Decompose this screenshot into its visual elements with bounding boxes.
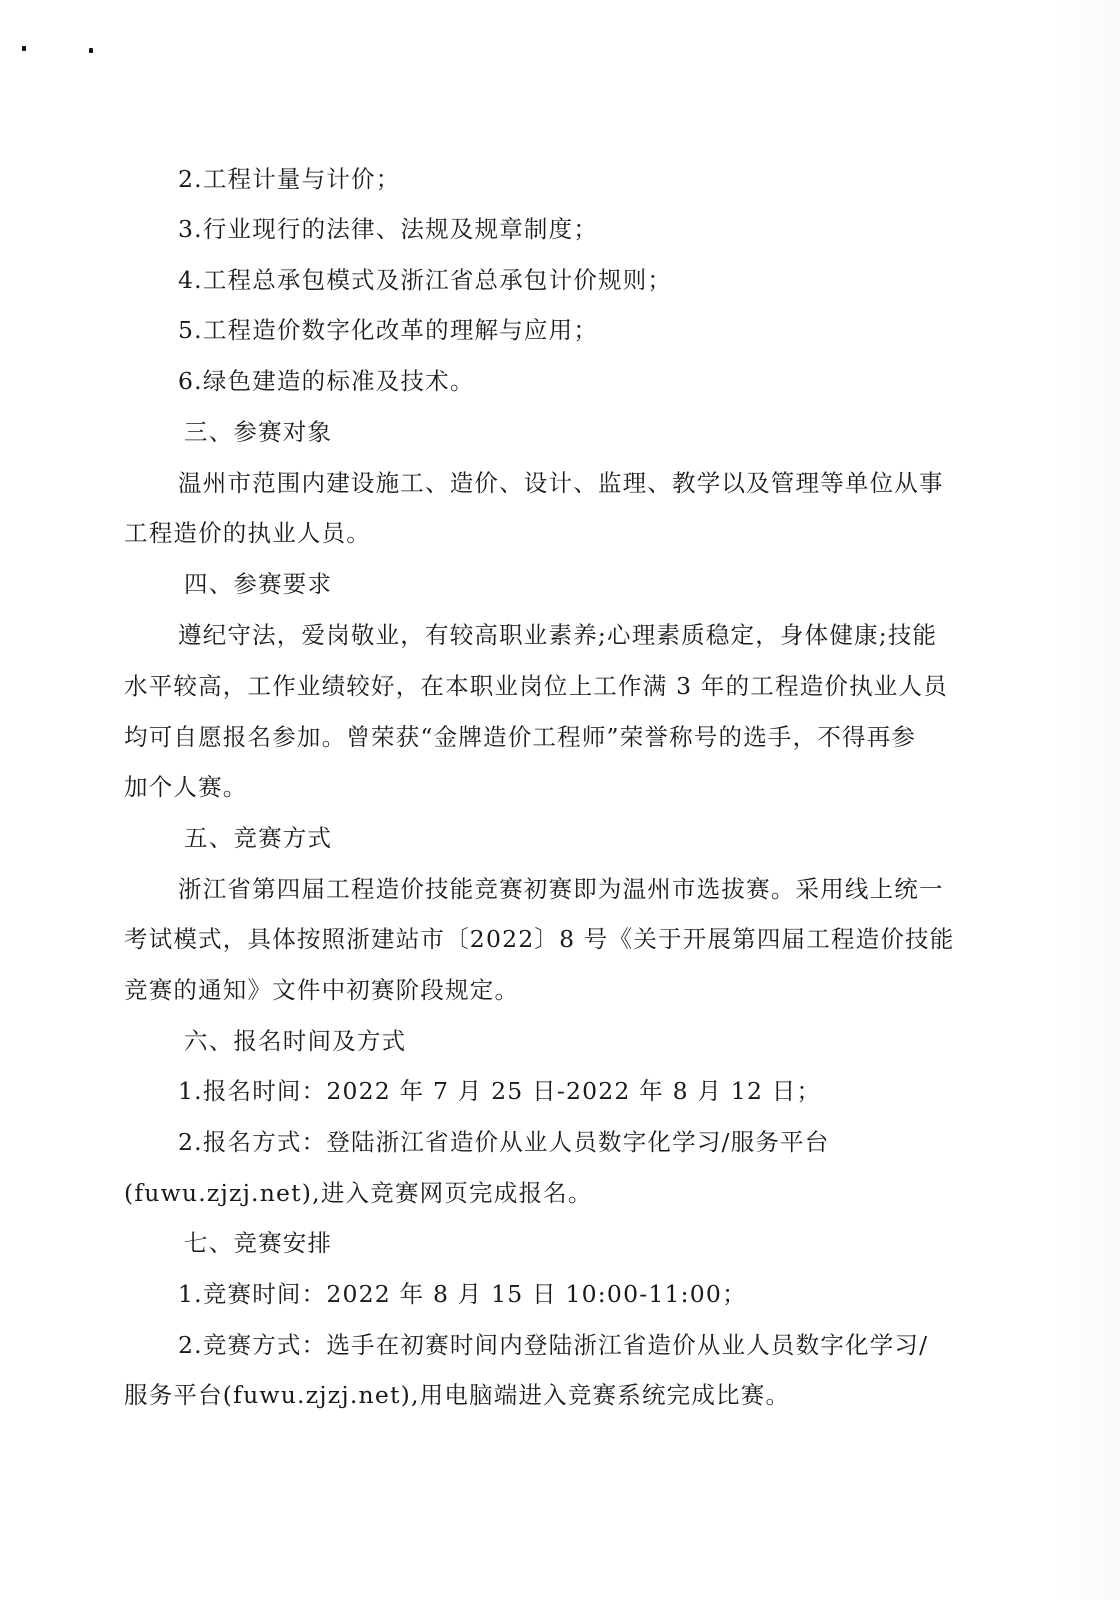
list-item: 1.竞赛时间：2022 年 8 月 15 日 10:00-11:00；	[178, 1280, 747, 1308]
list-item: 2.工程计量与计价；	[178, 165, 401, 193]
scan-speck	[22, 46, 26, 51]
list-item: 6.绿色建造的标准及技术。	[178, 367, 475, 395]
paragraph-line: 浙江省第四届工程造价技能竞赛初赛即为温州市选拔赛。采用线上统一	[178, 875, 944, 903]
section-heading: 三、参赛对象	[184, 418, 333, 446]
paragraph-line: 工程造价的执业人员。	[124, 519, 371, 547]
paragraph-line: 温州市范围内建设施工、造价、设计、监理、教学以及管理等单位从事	[178, 469, 944, 497]
paragraph-line: 竞赛的通知》文件中初赛阶段规定。	[124, 976, 520, 1004]
section-heading: 七、竞赛安排	[184, 1229, 333, 1257]
list-item: 4.工程总承包模式及浙江省总承包计价规则；	[178, 266, 673, 294]
scan-edge-shadow	[1050, 0, 1120, 1600]
list-item: 3.行业现行的法律、法规及规章制度；	[178, 215, 599, 243]
list-item: 2.竞赛方式：选手在初赛时间内登陆浙江省造价从业人员数字化学习/	[178, 1331, 929, 1359]
paragraph-line: 水平较高，工作业绩较好，在本职业岗位上工作满 3 年的工程造价执业人员	[124, 672, 948, 700]
section-heading: 四、参赛要求	[184, 570, 333, 598]
paragraph-line: 遵纪守法，爱岗敬业，有较高职业素养;心理素质稳定，身体健康;技能	[178, 621, 938, 649]
section-heading: 六、报名时间及方式	[184, 1027, 407, 1055]
section-heading: 五、竞赛方式	[184, 824, 333, 852]
paragraph-line: 考试模式，具体按照浙建站市〔2022〕8 号《关于开展第四届工程造价技能	[124, 925, 955, 953]
paragraph-line: (fuwu.zjzj.net),进入竞赛网页完成报名。	[124, 1179, 593, 1207]
paragraph-line: 加个人赛。	[124, 773, 248, 801]
paragraph-line: 服务平台(fuwu.zjzj.net),用电脑端进入竞赛系统完成比赛。	[124, 1381, 791, 1409]
scan-speck	[89, 48, 93, 53]
list-item: 5.工程造价数字化改革的理解与应用；	[178, 316, 599, 344]
list-item: 1.报名时间：2022 年 7 月 25 日-2022 年 8 月 12 日；	[178, 1077, 822, 1105]
paragraph-line: 均可自愿报名参加。曾荣获“金牌造价工程师”荣誉称号的选手，不得再参	[124, 723, 917, 751]
list-item: 2.报名方式：登陆浙江省造价从业人员数字化学习/服务平台	[178, 1128, 830, 1156]
